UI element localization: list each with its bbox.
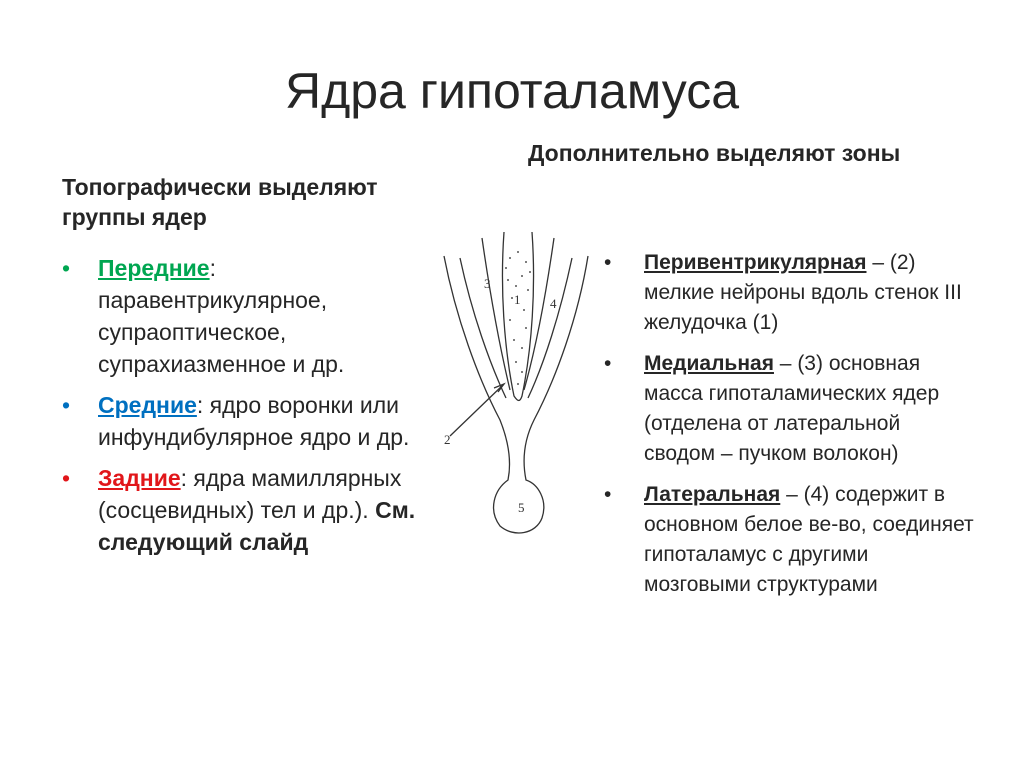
diagram-label-1: 1 xyxy=(514,292,521,307)
see-next-slide: См. следующий слайд xyxy=(98,497,416,555)
medial-boundary-left xyxy=(482,238,510,390)
item-text: – (3) основная масса гипоталамических ядер (отделена от латеральной сводом – пучком волокон) xyxy=(644,352,940,465)
list-item-anterior xyxy=(62,252,432,380)
list-item-periventricular xyxy=(604,248,974,338)
item-text: – (4) содержит в основном белое ве-во, соединяет гипоталамус с другими мозговыми структурами xyxy=(644,483,974,596)
bullet-icon: • xyxy=(62,255,71,281)
diagram-label-2: 2 xyxy=(444,432,451,447)
left-heading: Топографически выделяют группы ядер xyxy=(62,174,378,230)
term-lateral: Латеральная xyxy=(644,483,781,506)
list-item-middle xyxy=(62,389,432,453)
term-posterior: Задние xyxy=(98,465,181,491)
diagram-label-3: 3 xyxy=(484,276,491,291)
bullet-icon: • xyxy=(604,352,612,375)
zones-list xyxy=(604,248,974,611)
item-text: : ядра мамиллярных (сосцевидных) тел и др.). xyxy=(98,465,402,523)
term-middle: Средние xyxy=(98,392,197,418)
diagram-label-4: 4 xyxy=(550,296,557,311)
list-item-lateral xyxy=(604,480,974,600)
item-text: : паравентрикулярное, супраоптическое, супрахиазменное и др. xyxy=(98,255,345,377)
right-heading: Дополнительно выделяют зоны xyxy=(528,140,901,166)
bullet-icon: • xyxy=(604,251,612,274)
term-medial: Медиальная xyxy=(644,352,774,375)
bullet-icon: • xyxy=(62,392,71,418)
lateral-boundary-left xyxy=(460,258,506,398)
lateral-boundary-right xyxy=(528,258,572,398)
term-anterior: Передние xyxy=(98,255,210,281)
diagram-label-5: 5 xyxy=(518,500,525,515)
bullet-icon: • xyxy=(62,465,71,491)
item-text: – (2) мелкие нейроны вдоль стенок III желудочка (1) xyxy=(644,251,962,334)
list-item-posterior xyxy=(62,462,432,558)
pointer-line xyxy=(450,384,504,436)
nuclei-groups-list xyxy=(62,252,432,567)
hypothalamus-zones-diagram xyxy=(438,228,590,542)
item-text: : ядро воронки или инфундибулярное ядро и др. xyxy=(98,392,410,450)
slide-title: Ядра гипоталамуса xyxy=(284,63,740,119)
medial-boundary-right xyxy=(524,238,554,390)
term-periventricular: Перивентрикулярная xyxy=(644,251,867,274)
list-item-medial xyxy=(604,349,974,469)
bullet-icon: • xyxy=(604,483,612,506)
